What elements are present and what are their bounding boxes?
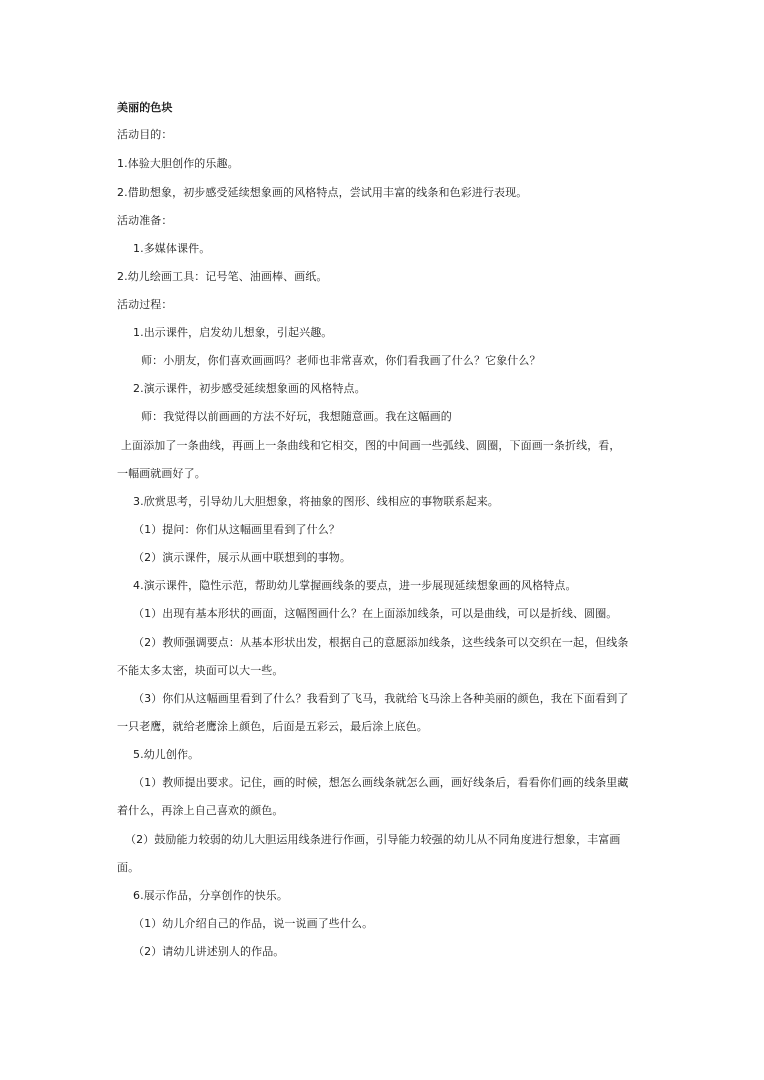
process-step-4-point-2b: 不能太多太密，块面可以大一些。 (117, 664, 284, 677)
prep-heading: 活动准备： (117, 214, 173, 227)
process-step-6-point-1: （1）幼儿介绍自己的作品，说一说画了些什么。 (133, 917, 374, 930)
process-step-2-text-a: 师：我觉得以前画画的方法不好玩，我想随意画。我在这幅画的 (141, 410, 452, 423)
process-step-5-point-2a: （2）鼓励能力较弱的幼儿大胆运用线条进行作画，引导能力较强的幼儿从不同角度进行想象，丰富画 (125, 833, 621, 846)
process-step-4-point-3b: 一只老鹰，就给老鹰涂上颜色，后面是五彩云，最后涂上底色。 (117, 720, 428, 733)
process-step-5: 5.幼儿创作。 (133, 748, 200, 761)
prep-item-1: 1.多媒体课件。 (133, 242, 211, 255)
process-step-5-point-1a: （1）教师提出要求。记住，画的时候，想怎么画线条就怎么画，画好线条后，看看你们画的线条里藏 (133, 776, 629, 789)
process-step-5-point-2b: 面。 (117, 861, 140, 874)
process-step-2-text-b: 上面添加了一条曲线，再画上一条曲线和它相交，图的中间画一些弧线、圆圈，下面画一条折线，看， (121, 439, 621, 452)
process-step-3-question-1: （1）提问：你们从这幅画里看到了什么？ (133, 523, 340, 536)
process-step-6: 6.展示作品，分享创作的快乐。 (133, 889, 288, 902)
process-step-3-question-2: （2）演示课件，展示从画中联想到的事物。 (133, 551, 351, 564)
goal-item-2: 2.借助想象，初步感受延续想象画的风格特点，尝试用丰富的线条和色彩进行表现。 (117, 186, 528, 199)
process-step-2: 2.演示课件，初步感受延续想象画的风格特点。 (133, 382, 366, 395)
document-title: 美丽的色块 (117, 101, 173, 114)
process-step-2-text-c: 一幅画就画好了。 (117, 467, 206, 480)
process-step-4-point-1: （1）出现有基本形状的画面，这幅图画什么？在上面添加线条，可以是曲线，可以是折线、圆圈。 (133, 607, 618, 620)
process-heading: 活动过程： (117, 298, 173, 311)
process-step-4-point-2a: （2）教师强调要点：从基本形状出发，根据自己的意愿添加线条，这些线条可以交织在一起，但线条 (133, 636, 629, 649)
process-step-5-point-1b: 着什么，再涂上自己喜欢的颜色。 (117, 804, 284, 817)
process-step-4-point-3a: （3）你们从这幅画里看到了什么？我看到了飞马，我就给飞马涂上各种美丽的颜色，我在下面看到了 (133, 692, 629, 705)
process-step-1: 1.出示课件，启发幼儿想象，引起兴趣。 (133, 326, 333, 339)
process-step-1-text: 师：小朋友，你们喜欢画画吗？老师也非常喜欢，你们看我画了什么？它象什么？ (141, 354, 541, 367)
goal-item-1: 1.体验大胆创作的乐趣。 (117, 157, 239, 170)
process-step-4: 4.演示课件，隐性示范，帮助幼儿掌握画线条的要点，进一步展现延续想象画的风格特点。 (133, 579, 577, 592)
process-step-3: 3.欣赏思考，引导幼儿大胆想象，将抽象的图形、线相应的事物联系起来。 (133, 495, 499, 508)
prep-item-2: 2.幼儿绘画工具：记号笔、油画棒、画纸。 (117, 270, 328, 283)
process-step-6-point-2: （2）请幼儿讲述别人的作品。 (133, 945, 285, 958)
goals-heading: 活动目的： (117, 128, 173, 141)
